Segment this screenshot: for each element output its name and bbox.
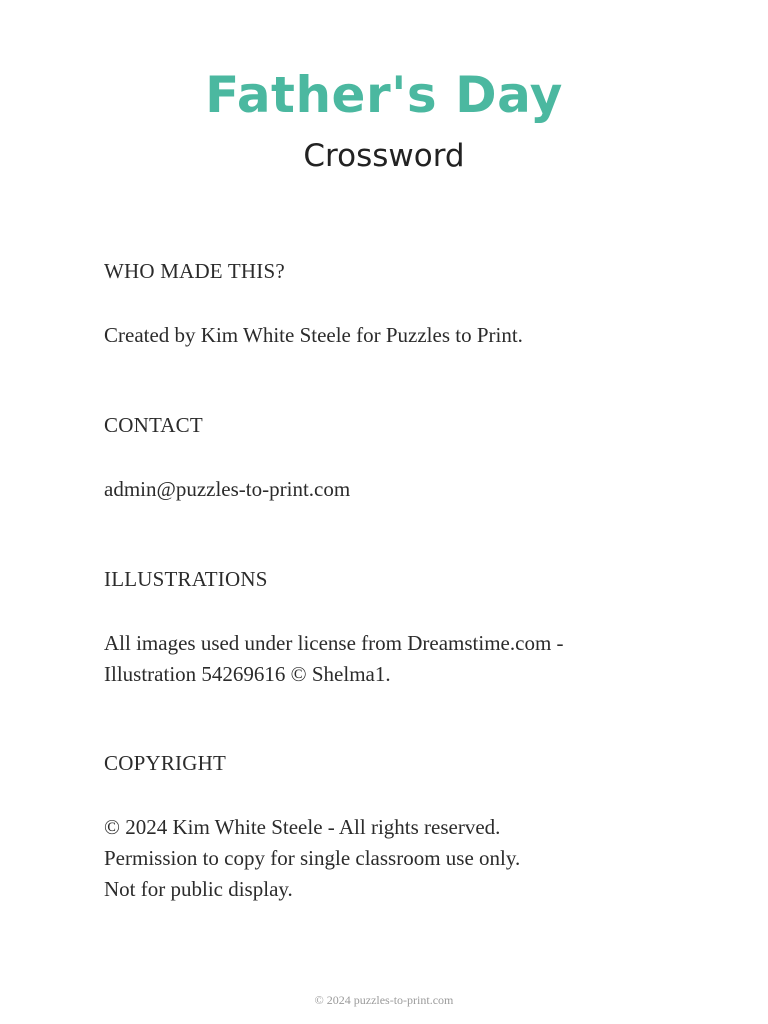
section-heading: WHO MADE THIS? (104, 259, 285, 283)
section-copyright (104, 750, 684, 905)
section-line: Not for public display. (104, 877, 293, 901)
section-line: Illustration 54269616 © Shelma1. (104, 662, 391, 686)
section-line: Created by Kim White Steele for Puzzles to Print. (104, 323, 523, 347)
section-body (104, 628, 684, 690)
page-footer: © 2024 puzzles-to-print.com (314, 993, 454, 1007)
contact-email: admin@puzzles-to-print.com (104, 477, 351, 501)
section-illustrations (104, 566, 684, 690)
section-who-made-this (104, 258, 684, 351)
page-title: Father's Day (205, 66, 563, 124)
section-line: All images used under license from Dreamstime.com - (104, 631, 564, 655)
page-subtitle: Crossword (303, 138, 465, 174)
section-body (104, 320, 684, 351)
section-line: © 2024 Kim White Steele - All rights reserved. (104, 815, 501, 839)
section-line: Permission to copy for single classroom use only. (104, 846, 521, 870)
section-body (104, 812, 684, 905)
section-body (104, 474, 684, 505)
section-heading: COPYRIGHT (104, 751, 226, 775)
section-contact (104, 412, 684, 505)
section-heading: ILLUSTRATIONS (104, 567, 268, 591)
section-heading: CONTACT (104, 413, 203, 437)
